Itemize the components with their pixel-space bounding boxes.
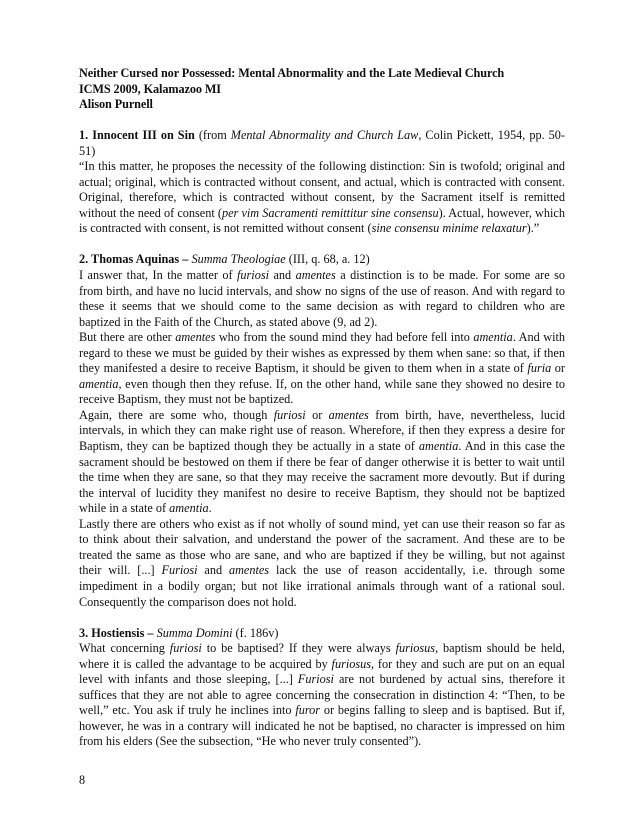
- text-run: Again, there are some who, though: [79, 407, 274, 422]
- section-2-paragraph-1: [79, 268, 565, 330]
- text-run: from birth, have, nevertheless, lucid intervals, in which they can make right use of reason. Wherefore, if then they express a desire for Baptism, they can be baptized though they be actually in a state of: [79, 407, 565, 454]
- heading-dash: –: [144, 625, 157, 640]
- text-run: But there are other: [79, 330, 176, 345]
- italic-term: amentia: [169, 501, 209, 516]
- text-run: . And with regard to these we must be guided by their wishes as expressed by them when sane: so that, if then they manifested a desire to receive Baptism, it should be given to them when in a state of: [79, 330, 566, 376]
- italic-term: amentia: [79, 376, 119, 391]
- text-run: and: [269, 268, 296, 283]
- italic-term: amentia: [418, 439, 459, 454]
- source-citation: (f. 186v): [232, 625, 279, 640]
- italic-term: furiosus: [395, 641, 436, 656]
- document-body: [79, 66, 565, 750]
- text-run: and: [197, 563, 229, 578]
- text-run: , even though then they refuse. If, on the other hand, while sane they showed no desire to receive Baptism, they must not be baptized.: [79, 376, 565, 407]
- section-heading: 3. Hostiensis: [79, 625, 145, 640]
- paper-title: Neither Cursed nor Possessed: Mental Abnormality and the Late Medieval Church: [79, 66, 505, 80]
- conference-line: ICMS 2009, Kalamazoo MI: [79, 81, 221, 96]
- italic-term: sine consensu minime relaxatur: [371, 221, 527, 236]
- italic-term: Furiosi: [297, 672, 334, 687]
- italic-term: Furiosi: [161, 563, 198, 578]
- text-run: are not burdened by actual sins, therefore it suffices that they are not able to agree concerning the consecration in distinction 4: “Then, to be well,” etc. You ask if truly he inclines into: [79, 672, 565, 718]
- source-title: Summa Theologiae: [191, 252, 286, 267]
- text-run: .: [208, 501, 212, 516]
- source-citation: (III, q. 68, a. 12): [285, 252, 370, 267]
- section-heading: 2. Thomas Aquinas: [79, 252, 180, 267]
- italic-term: furiosi: [169, 641, 202, 656]
- italic-term: amentes: [295, 268, 336, 283]
- section-3-heading: [79, 626, 565, 642]
- text-run: who from the sound mind they had before fell into: [215, 330, 474, 345]
- italic-term: furia: [527, 361, 552, 376]
- text-run: Lastly there are others who exist as if not wholly of sound mind, yet can use their reason so far as to think about their salvation, and understand the power of the sacrament. And these are to be treated the same as those who are sane, and who are baptized if they be willing, but not against their will. [...]: [79, 516, 565, 578]
- italic-term: furiosi: [273, 407, 306, 422]
- text-run: ). Actual, however, which is contracted with consent, is not remitted without consent (: [79, 205, 565, 236]
- text-run: or: [305, 407, 329, 422]
- text-run: a distinction is to be made. For some are so from birth, and have no lucid intervals, and show no signs of the use of reason. And with regard to these it seems that we should come to the same decision as with regard to children who are baptized in the Faith of the Church, as stated above (9, ad 2).: [79, 268, 565, 329]
- text-run: “In this matter, he proposes the necessity of the following distinction: Sin is twofold; original and actual; original, which is contracted without consent, and actual, which is contracted with consent. Original, therefore, which is contracted without consent, by the Sacrament itself is remitted without the need of consent (: [79, 159, 565, 220]
- section-1-quote: [79, 159, 565, 237]
- page-number: 8: [79, 773, 86, 787]
- source-title: Summa Domini: [156, 625, 233, 640]
- italic-term: amentia: [473, 330, 513, 345]
- text-run: What concerning: [79, 641, 170, 656]
- text-run: or begins falling to sleep and is baptised. But if, however, he was in a contrary will indicated he not be baptised, no character is impressed on him from his elders (See the subsection, “He who never truly consented”).: [79, 703, 565, 749]
- text-run: I answer that, In the matter of: [79, 268, 238, 283]
- text-run: lack the use of reason accidentally, i.e. through some impediment in a bodily organ; but not like irrational animals through want of a rational soul. Consequently the comparison does not hold.: [79, 563, 565, 609]
- italic-term: per vim Sacramenti remittitur sine consensu: [221, 205, 439, 220]
- text-run: or: [551, 361, 565, 376]
- italic-term: furor: [295, 703, 321, 718]
- text-run: , baptism should be held, where it is called the advantage to be acquired by: [79, 641, 565, 671]
- section-2-paragraph-3: [79, 408, 565, 517]
- section-3-paragraph-1: [79, 641, 565, 750]
- italic-term: amentes: [228, 563, 270, 578]
- section-2-paragraph-2: [79, 330, 565, 408]
- italic-term: furiosus: [331, 656, 372, 671]
- text-run: , for they and such are put on an equal level with infants and those sleeping, [...]: [79, 656, 565, 687]
- section-2-paragraph-4: [79, 517, 565, 610]
- section-heading: 1. Innocent III on Sin: [79, 128, 195, 143]
- source-prefix: (from: [194, 128, 231, 143]
- source-citation: , Colin Pickett, 1954, pp. 50-51): [79, 128, 565, 158]
- text-run: to be baptised? If they were always: [201, 641, 396, 656]
- author-name: Alison Purnell: [79, 97, 153, 112]
- text-run: ).”: [526, 221, 540, 236]
- heading-dash: –: [179, 252, 192, 267]
- text-run: . And in this case the sacrament should be bestowed on them if there be fear of danger otherwise it is better to wait until the time when they are sane, so that they may receive the sacrament more devoutly. But if during the interval of lucidity they manifest no desire to receive Baptism, they should not be baptized while in a state of: [79, 439, 565, 516]
- source-title: Mental Abnormality and Church Law: [230, 128, 419, 143]
- italic-term: amentes: [328, 407, 369, 422]
- italic-term: furiosi: [237, 268, 270, 283]
- section-1-heading: [79, 128, 565, 159]
- italic-term: amentes: [175, 330, 216, 345]
- section-2-heading: [79, 252, 565, 268]
